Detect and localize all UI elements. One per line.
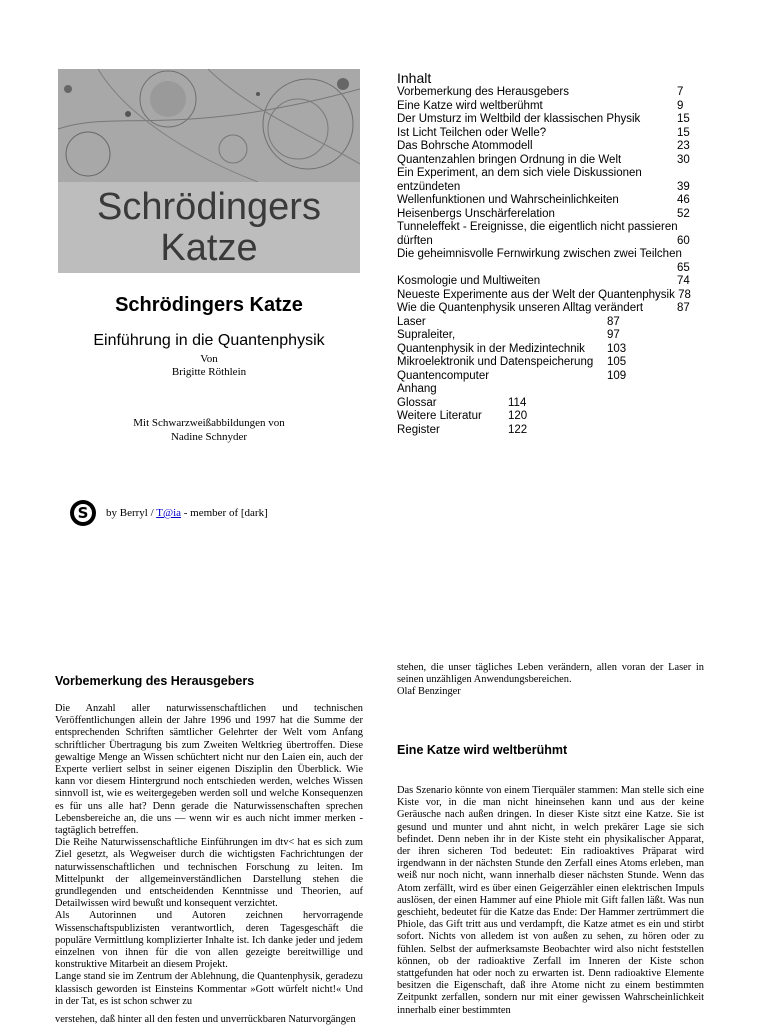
credit-link[interactable]: T@ia [156,507,182,519]
signature: Olaf Benzinger [397,686,461,698]
toc-entry-page: 103 [607,342,627,355]
toc-entry[interactable] [397,86,707,100]
toc-entry-title: Neueste Experimente aus der Welt der Quantenphysik [397,288,675,301]
toc-entry-page: 15 [677,113,690,125]
toc-entry-page: 105 [607,356,627,368]
toc-entry-page: 52 [677,207,690,220]
scanner-logo-icon [70,500,96,526]
toc-entry-page: 78 [678,288,691,301]
paragraph: Die Anzahl aller naturwissenschaftlichen und technischen Veröffentlichungen allein der Jahre 1996 und 1997 hat die Summe der entsprechenden Schriften sämtlicher Gelehrter der Welt vom Anfang schriftlicher Übertragung bis zum Zweiten Weltkrieg übertroffen. Diese gewaltige Menge an Wissen schüchtert nicht nur den Laien ein, auch der Experte verliert selbst in seiner eigenen Disziplin den Überblick. Wie kann vor diesem Hintergrund noch entschieden werden, welches Wissen sinnvoll ist, wie es weitergegeben werden soll und welche Konsequenzen es für uns alle hat? Denn gerade die Naturwissenschaften sprechen Lebensbereiche an, die uns — wenn wir es auch nicht immer merken - tagtäglich betreffen. [55,703,363,837]
toc-entry-page: 65 [677,261,690,274]
toc-entry-page: 30 [677,153,690,166]
toc-entry-title: Quantenphysik in der Medizintechnik [397,342,585,355]
toc-entry-title: Quantencomputer [397,369,490,382]
toc-entry-page: 97 [607,329,620,341]
credit-suffix: - member of [dark] [181,507,268,519]
toc-entry-page: 9 [677,99,684,112]
toc-entry-page: 46 [677,194,690,206]
toc-entry[interactable] [397,100,707,114]
toc-entry-page: 60 [677,234,690,247]
cover-bubble-chamber-photo [58,69,360,182]
logo-letter: S [74,504,92,522]
toc-entry-title: Das Bohrsche Atommodell [397,140,533,152]
toc-entry-title: Quantenzahlen bringen Ordnung in die Welt [397,153,622,166]
book-subtitle: Einführung in die Quantenphysik [93,332,325,349]
paragraph: Als Autorinnen und Autoren zeichnen hervorragende Wissenschaftspublizisten verantwortlich, deren Tagesgeschäft die populäre Vermittlung komplizierter Inhalte ist. Ich danke jeder und jedem einzelnen von ihnen für die von allen gezeigte bereitwillige und konstruktive Mitarbeit an diesem Projekt. [55,910,363,971]
credit-prefix: by Berryl / [106,507,157,519]
toc-entry-title: Heisenbergs Unschärferelation [397,207,555,220]
toc-entry[interactable] [397,140,707,154]
toc-entry[interactable] [397,221,707,248]
toc-heading: Inhalt [397,70,432,86]
paragraph: verstehen, daß hinter all den festen und unverrückbaren Naturvorgängen [55,1014,356,1026]
table-of-contents [397,86,707,437]
illustrations-note: Mit Schwarzweißabbildungen von [133,417,285,429]
toc-entry[interactable] [397,289,707,303]
toc-entry-page: 114 [508,396,527,409]
toc-entry-title: Wie die Quantenphysik unseren Alltag verändert [397,302,644,314]
toc-entry[interactable] [397,248,707,275]
book-cover-image [58,69,360,273]
toc-entry[interactable] [397,329,707,343]
toc-entry[interactable] [397,316,707,330]
toc-entry-title: Laser [397,315,426,328]
toc-entry-title: Anhang [397,383,437,395]
toc-entry-page: 87 [607,315,620,328]
toc-entry-title: Glossar [397,396,437,409]
toc-entry-title: Vorbemerkung des Herausgebers [397,86,569,98]
toc-entry-title: Ein Experiment, an dem sich viele Diskussionen [397,167,642,179]
toc-entry-page: 39 [677,180,690,193]
author-name: Brigitte Röthlein [171,366,247,378]
toc-entry[interactable] [397,370,707,384]
particle-tracks-graphic [58,69,360,182]
toc-entry-page: 15 [677,126,690,139]
toc-entry[interactable] [397,302,707,316]
toc-entry[interactable] [397,343,707,357]
toc-entry-title: Supraleiter, [397,329,456,341]
cover-title-line: Schrödingers [97,186,321,228]
toc-entry-title: Ist Licht Teilchen oder Welle? [397,126,547,139]
toc-entry-page: 122 [508,423,528,436]
preface-text [55,703,363,1026]
toc-entry[interactable] [397,113,707,127]
toc-entry-title: Tunneleffekt - Ereignisse, die eigentlich nicht passieren [397,221,678,233]
toc-entry[interactable] [397,356,707,370]
toc-entry-title: Eine Katze wird weltberühmt [397,99,543,112]
chapter-heading: Eine Katze wird weltberühmt [397,743,568,757]
paragraph: Die Reihe Naturwissenschaftliche Einführungen im dtv< hat es sich zum Ziel gesetzt, als Wegweiser durch die wichtigsten Fachrichtungen der naturwissenschaftlichen und technischen Forschung zu leiten. Im Mittelpunkt der allgemeinverständlichen Darstellung stehen die grundlegenden und entscheidenden Kenntnisse und Theorien, auf Detailwissen wird bewußt und konsequent verzichtet. [55,837,363,910]
cover-title-line: Katze [160,227,258,269]
toc-section-label [397,383,707,397]
toc-entry-title: Mikroelektronik und Datenspeicherung [397,356,594,368]
toc-entry[interactable] [397,194,707,208]
paragraph: Lange stand sie im Zentrum der Ablehnung, die Quantenphysik, geradezu klassisch geworden ist Einsteins Kommentar »Gott würfelt nicht!« Und in der Tat, es ist schon schwer zu [55,971,363,1007]
toc-entry[interactable] [397,167,707,194]
toc-entry-title: Der Umsturz im Weltbild der klassischen Physik [397,113,641,125]
toc-entry-title-cont: entzündeten [397,180,461,193]
toc-entry[interactable] [397,275,707,289]
paragraph: stehen, die unser tägliches Leben verändern, allen voran der Laser in seinen unzähligen Anwendungsbereichen. [397,662,704,686]
toc-entry-page: 7 [677,86,684,98]
toc-entry-title: Kosmologie und Multiweiten [397,275,541,287]
chapter-text: Das Szenario könnte von einem Tierquäler stammen: Man stelle sich eine Kiste vor, in die man nicht hineinsehen kann und aus der keine Geräusche nach außen dringen. In dieser Kiste sitzt eine Katze. Sie ist gesund und munter und ahnt nicht, in welch prekärer Lage sie sich befindet. Denn neben ihr in der Kiste steht ein physikalischer Apparat, der ihren sicheren Tod bedeutet: Ein radioaktives Präparat wird irgendwann in der nächsten Stunde den Zerfall eines Atoms erleben, man weiß nur noch nicht, wann innerhalb dieser nächsten Stunde. Wenn das Atom zerfällt, wird es über einen Geigerzähler einen elektrischen Impuls auslösen, der einen Hammer auf eine Phiole mit Gift fallen läßt. Was nun geschieht, bedeutet für die Katze das Ende: Der Hammer zertrümmert die Phiole, das Gift tritt aus und verdampft, die Katze atmet es ein und stirbt sofort. Nichts von alledem ist von außen zu sehen, zu hören oder zu fühlen. Selbst der aufmerksamste Beobachter wird also nicht feststellen können, ob der radioaktive Zerfall im Inneren der Kiste schon stattgefunden hat oder noch zu erwarten ist. Denn radioaktive Elemente besitzen die Eigenschaft, daß ihre Atome nicht zu einem bestimmten Zeitpunkt zerfallen, sondern nur mit einer gewissen Wahrscheinlichkeit innerhalb einer bestimmten [397,785,704,1016]
toc-entry-page: 74 [677,275,690,287]
toc-entry[interactable] [397,208,707,222]
toc-entry[interactable] [397,410,707,424]
book-title: Schrödingers Katze [115,294,303,316]
toc-entry-title-cont: dürften [397,234,433,247]
toc-entry-page: 109 [607,369,627,382]
toc-entry-title: Register [397,423,440,436]
toc-entry[interactable] [397,154,707,168]
by-label: Von [200,353,218,365]
toc-entry-title: Die geheimnisvolle Fernwirkung zwischen zwei Teilchen [397,248,682,260]
scan-credit [106,507,268,519]
illustrator-name: Nadine Schnyder [170,431,248,443]
toc-entry[interactable] [397,127,707,141]
preface-continuation [397,662,704,699]
toc-entry-title: Wellenfunktionen und Wahrscheinlichkeiten [397,194,619,206]
toc-entry[interactable] [397,424,707,438]
toc-entry-page: 23 [677,140,690,152]
cover-title [58,187,360,269]
preface-heading: Vorbemerkung des Herausgebers [55,674,255,688]
toc-entry-title: Weitere Literatur [397,410,482,422]
toc-entry-page: 120 [508,410,528,422]
toc-entry[interactable] [397,397,707,411]
toc-entry-page: 87 [677,302,690,314]
